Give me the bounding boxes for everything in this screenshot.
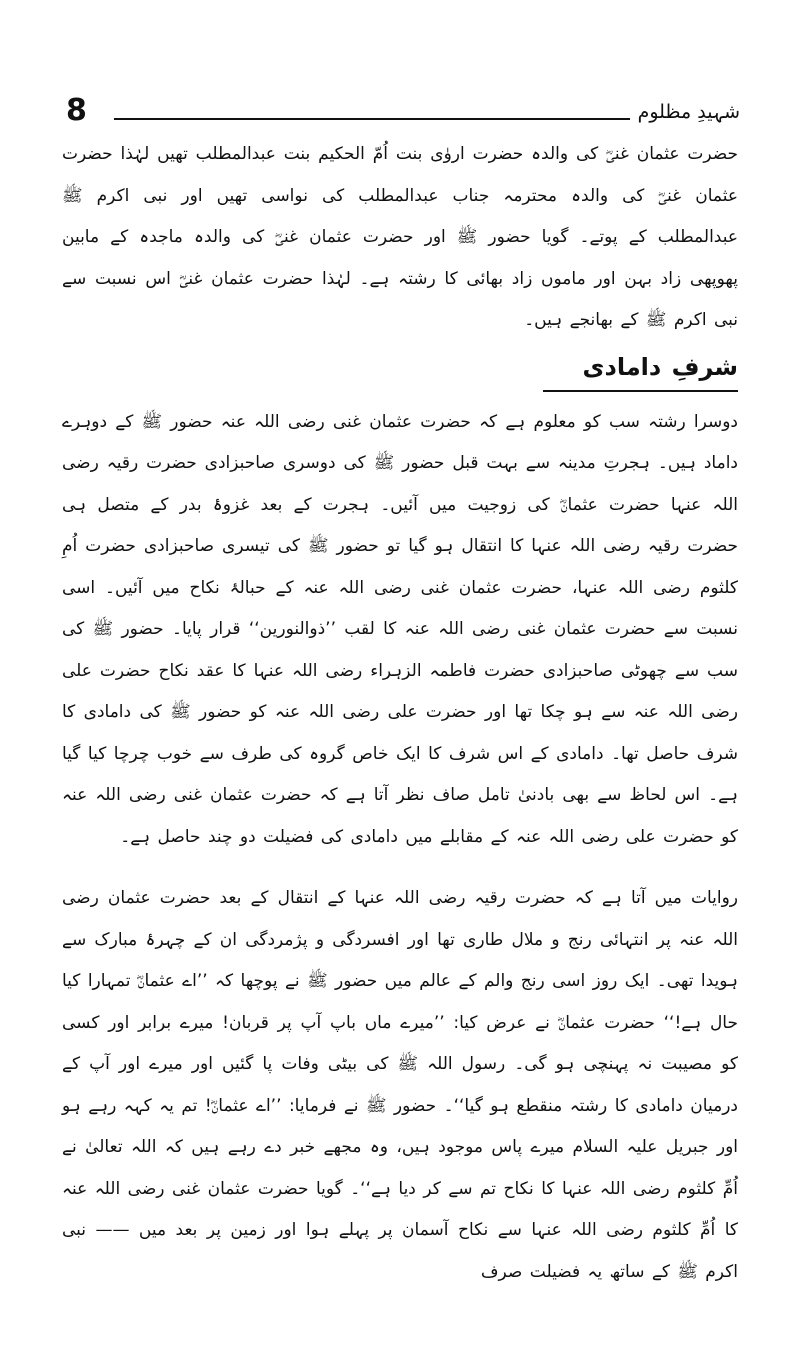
paragraph-3: روایات میں آتا ہے کہ حضرت رقیہ رضی اللہ عنہا کے انتقال کے بعد حضرت عثمان رضی اللہ عنہ پر انتہائی رنج و ملال طاری تھا اور افسردگی و پژمردگی ان کے چہرۂ مبارک سے ہویدا تھی۔ ایک روز اسی رنج والم کے عالم میں حضور ﷺ نے پوچھا کہ ’’اے عثمانؓ تمہارا کیا حال ہے!‘‘ حضرت عثمانؓ نے عرض کیا: ’’میرے ماں باپ آپ پر قربان! میرے برابر اور کسی کو مصیبت نہ پہنچی ہو گی۔ رسول اللہ ﷺ کی بیٹی وفات پا گئیں اور میرے اور آپ کے درمیان دامادی کا رشتہ منقطع ہو گیا‘‘۔ حضور ﷺ نے فرمایا: ’’اے عثمانؓ! تم یہ کہہ رہے ہو اور جبریل علیہ السلام میرے پاس موجود ہیں، وہ مجھے خبر دے رہے ہیں کہ اللہ تعالیٰ نے اُمِّ کلثوم رضی اللہ عنہا کا نکاح تم سے کر دیا ہے‘‘۔ گویا حضرت عثمان غنی رضی اللہ عنہ کا اُمِّ کلثوم رضی اللہ عنہا سے نکاح آسمان پر پہلے ہوا اور زمین پر بعد میں —— نبی اکرم ﷺ کے ساتھ یہ فضیلت صرف — [62, 888, 738, 1282]
page-number: 8 — [66, 93, 87, 128]
paragraph-2: دوسرا رشتہ سب کو معلوم ہے کہ حضرت عثمان غنی رضی اللہ عنہ حضور ﷺ کے دوہرے داماد ہیں۔ ہجرتِ مدینہ سے بہت قبل حضور ﷺ کی دوسری صاحبزادی حضرت رقیہ رضی اللہ عنہا حضرت عثمانؓ کی زوجیت میں آئیں۔ ہجرت کے بعد غزوۂ بدر کے متصل ہی حضرت رقیہ رضی اللہ عنہا کا انتقال ہو گیا تو حضور ﷺ کی تیسری صاحبزادی حضرت اُمِ کلثوم رضی اللہ عنہا، حضرت عثمان غنی رضی اللہ عنہ کے حبالۂ نکاح میں آئیں۔ اسی نسبت سے حضرت عثمان غنی رضی اللہ عنہ کا لقب ’’ذوالنورین‘‘ قرار پایا۔ حضور ﷺ کی سب سے چھوٹی صاحبزادی حضرت فاطمہ الزہراء رضی اللہ عنہا کا عقد نکاح حضرت علی رضی اللہ عنہ سے ہو چکا تھا اور حضرت علی رضی اللہ عنہ کو حضور ﷺ کی دامادی کا شرف حاصل تھا۔ دامادی کے اس شرف کا ایک خاص گروہ کی طرف سے خوب چرچا کیا گیا ہے۔ اس لحاظ سے بھی بادنیٰ تامل صاف نظر آتا ہے کہ حضرت عثمان غنی رضی اللہ عنہ کو حضرت علی رضی اللہ عنہ کے مقابلے میں دامادی کی فضیلت دو چند حاصل ہے۔ — [62, 411, 738, 847]
book-title: شہیدِ مظلوم — [637, 101, 740, 123]
paragraph-1: حضرت عثمان غنیؓ کی والدہ حضرت اروٰی بنت اُمّ الحکیم بنت عبدالمطلب تھیں لہٰذا حضرت عثمان غنیؓ کی والدہ محترمہ جناب عبدالمطلب کی نواسی تھیں اور نبی اکرم ﷺ عبدالمطلب کے پوتے۔ گویا حضور ﷺ اور حضرت عثمان غنیؓ کی والدہ ماجدہ کے مابین پھوپھی زاد بہن اور ماموں زاد بھائی کا رشتہ ہے۔ لہٰذا حضرت عثمان غنیؓ اس نسبت سے نبی اکرم ﷺ کے بھانجے ہیں۔ — [62, 144, 738, 330]
page-content — [62, 134, 738, 1293]
section-heading-wrapper — [62, 342, 738, 402]
page-header — [66, 86, 740, 126]
section-heading: شرفِ دامادی — [543, 346, 739, 392]
header-rule — [114, 118, 630, 120]
